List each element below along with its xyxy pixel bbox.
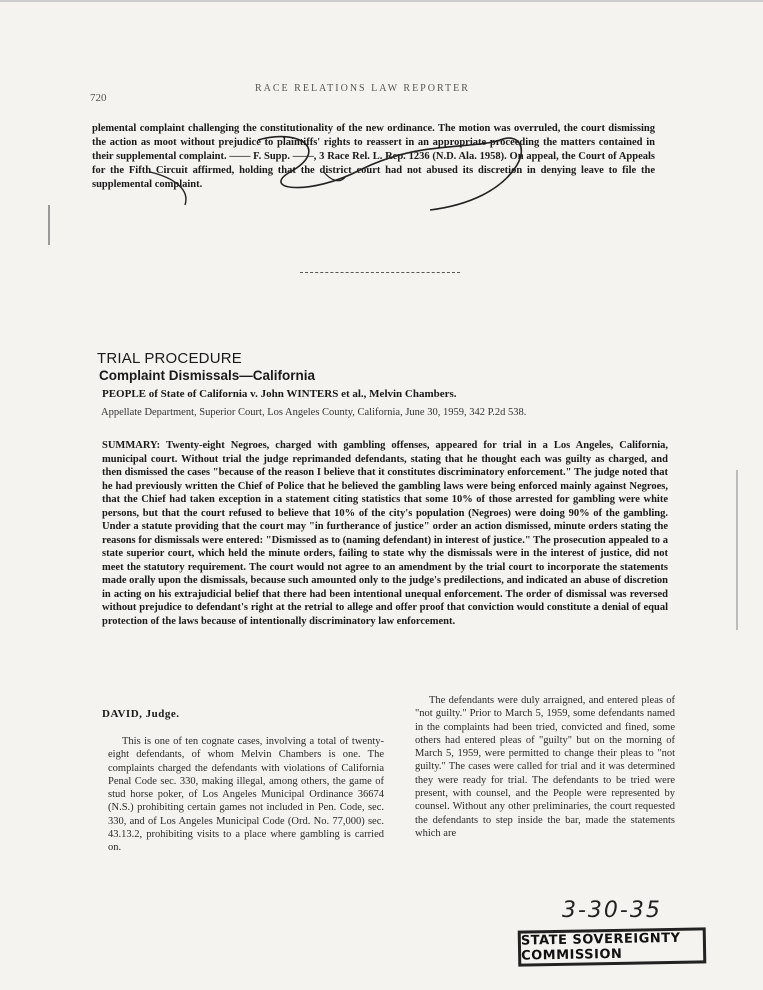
scan-edge-mark: [736, 470, 738, 630]
commission-stamp: STATE SOVEREIGNTY COMMISSION: [518, 927, 707, 966]
opinion-left-column: This is one of ten cognate cases, involving a total of twenty-eight defendants, of whom Melvin Chambers is one. The complaints charged the defendants with violations of California Penal Code sec. 330, making illegal, among others, the game of stud horse poker, of Los Angeles Municipal Ordinance 36674 (N.S.) prohibiting certain games not included in Pen. Code, sec. 330, and of Los Angeles Municipal Code (Ord. No. 77,000) sec. 43.13.2, prohibiting visits to a place where gambling is carried on.: [108, 736, 384, 854]
running-title: RACE RELATIONS LAW REPORTER: [255, 83, 470, 94]
intro-paragraph: plemental complaint challenging the constitutionality of the new ordinance. The motion was overruled, the court dismissing the action as moot without prejudice to plaintiffs' rights to reassert in an appropriate proceeding the matters contained in their supplemental complaint. —— F. Supp. ——, 3 Race Rel. L. Rep. 1236 (N.D. Ala. 1958). On appeal, the Court of Appeals for the Fifth Circuit affirmed, holding that the district court had not abused its discretion in denying leave to file the supplemental complaint.: [92, 123, 655, 190]
handwritten-date: 3-30-35: [562, 898, 662, 923]
section-subheading: Complaint Dismissals—California: [99, 368, 316, 383]
opinion-right-column: The defendants were duly arraigned, and entered pleas of "not guilty." Prior to March 5, 1959, some defendants named in the complaints had been tried, convicted and fined, some others had entered pleas of "guilty" but on the morning of March 5, 1959, were permitted to change their pleas to "not guilty." The cases were called for trial and it was determined they were ready for trial. The defendants to be tried were present, with counsel, and the People were represented by counsel. Without any other preliminaries, the court requested the defendants to step inside the bar, made the statements which are: [415, 695, 675, 839]
scan-edge-mark: [0, 0, 763, 2]
pen-scribble-mark: [0, 0, 763, 300]
case-summary: SUMMARY: Twenty-eight Negroes, charged with gambling offenses, appeared for trial in a Los Angeles, California, municipal court. Without trial the judge reprimanded defendants, stating that he thought each was guilty as charged, and then dismissed the cases "because of the reason I believe that it constitutes discriminatory enforcement." The judge noted that he had previously written the Chief of Police that he believed the gambling laws were being enforced mainly against Negroes, that the Chief had taken exception in a statement citing statistics that some 10% of those arrested for gambling were white persons, but that the court refused to believe that 10% of the city's population (Negroes) were doing 90% of the gambling. Under a statute providing that the court may "in furtherance of justice" order an action dismissed, minute orders stating the reasons for dismissals were entered: "Dismissed as to (naming defendant) in interest of justice." The prosecution appealed to a state superior court, which held the minute orders, failing to state why the dismissals were in the interest of justice, did not meet the statutory requirement. The court would not agree to an amendment by the trial court to incorporate the statements made orally upon the dismissals, because such amounted only to the judge's predilections, and indicated an abuse of discretion in acting on his extrajudicial belief that there had been intentional unequal enforcement. The order of dismissal was reversed without prejudice to defendant's right at the retrial to allege and offer proof that conviction would constitute a denial of equal protection of the laws because of intentionally discriminatory law enforcement.: [102, 440, 668, 627]
scan-edge-mark: [48, 205, 50, 245]
section-divider: [300, 272, 460, 273]
judge-name: DAVID, Judge.: [102, 708, 180, 720]
court-citation: Appellate Department, Superior Court, Los Angeles County, California, June 30, 1959, 342 P.2d 538.: [101, 407, 527, 418]
case-title: PEOPLE of State of California v. John WINTERS et al., Melvin Chambers.: [102, 388, 457, 400]
section-heading: TRIAL PROCEDURE: [97, 350, 242, 367]
page-number: 720: [90, 92, 107, 104]
